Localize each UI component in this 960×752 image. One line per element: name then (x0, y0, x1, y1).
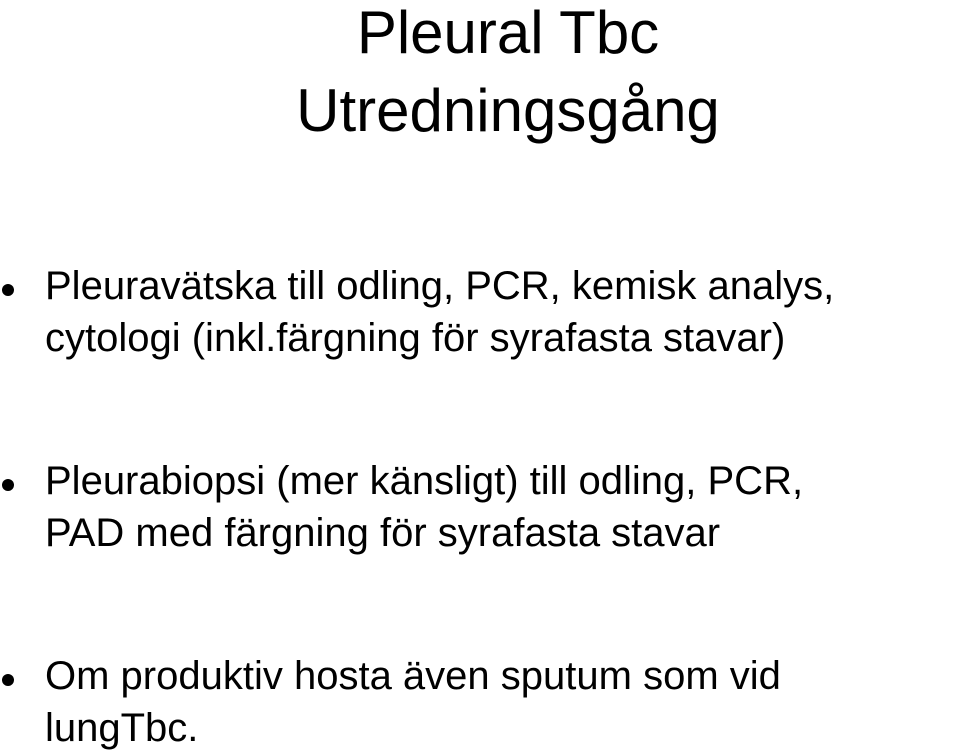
title-line-2: Utredningsgång (296, 77, 720, 144)
bullet-text-1: Pleuravätska till odling, PCR, kemisk analys, cytologi (inkl.färgning för syrafasta stavar) (45, 264, 835, 360)
bullet-dot-icon (2, 674, 14, 686)
bullet-text-2: Pleurabiopsi (mer känsligt) till odling, PCR, PAD med färgning för syrafasta stavar (45, 459, 804, 555)
bullet-item-2 (0, 455, 960, 559)
bullet-list (0, 260, 960, 752)
bullet-text-3: Om produktiv hosta även sputum som vid lungTbc. (45, 654, 781, 750)
bullet-dot-icon (2, 284, 14, 296)
bullet-item-1 (0, 260, 960, 364)
bullet-dot-icon (2, 479, 14, 491)
bullet-item-3 (0, 650, 960, 752)
title-line-1: Pleural Tbc (356, 0, 660, 66)
slide-title (0, 0, 960, 150)
